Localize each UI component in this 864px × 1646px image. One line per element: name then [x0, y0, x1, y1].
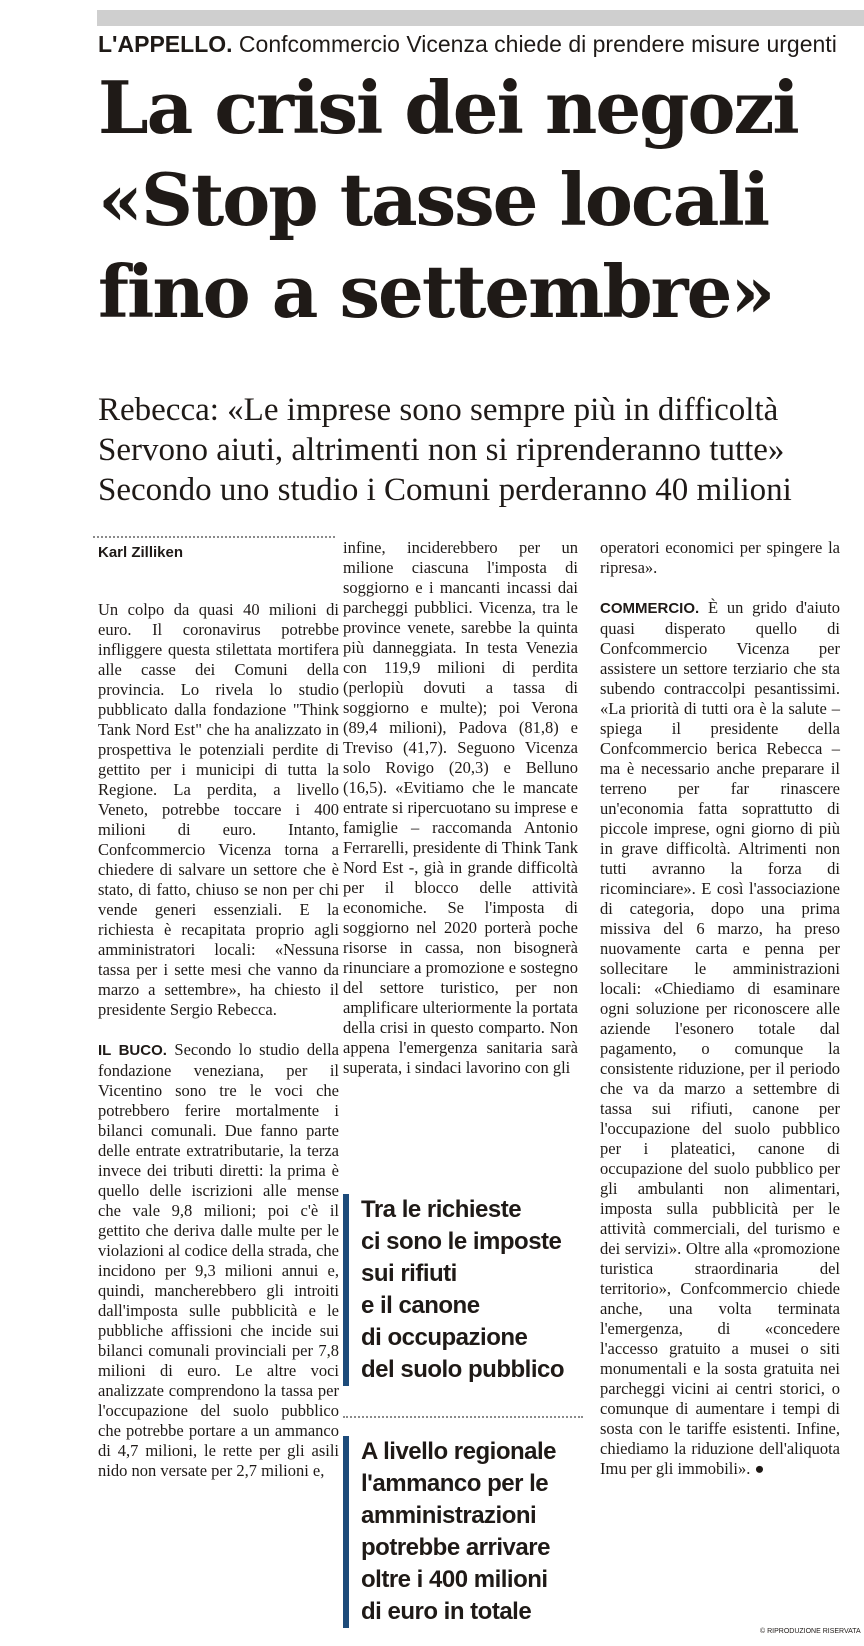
subheadline-line: Rebecca: «Le imprese sono sempre più in difficoltà — [98, 392, 779, 428]
pull-quote-line: del suolo pubblico — [361, 1356, 564, 1383]
kicker-label: L'APPELLO. — [98, 31, 233, 57]
paragraph — [600, 598, 840, 1479]
copyright-notice: © RIPRODUZIONE RISERVATA — [760, 1628, 861, 1635]
article-column-1 — [98, 600, 339, 1481]
pull-quote-line: A livello regionale — [361, 1438, 557, 1465]
pull-quote-line: l'ammanco per le — [361, 1470, 549, 1497]
section-lead: IL BUCO. — [98, 1042, 167, 1059]
pull-quote-divider — [343, 1416, 583, 1418]
paragraph-text: Secondo lo studio della fondazione veneziana, per il Vicentino sono tre le voci che potrebbero ferire mortalmente i bilanci comunali. Due fanno parte delle entrate extratributarie, la terza invece dei tributi diretti: la prima è quello delle iscrizioni alle mense che vale 9,8 milioni; poi c'è il gettito che deriva dalle multe per le violazioni al codice della strada, che incidono per 9,3 milioni annui e, quindi, mancherebbero gli introiti dall'imposta sulle pubblicità e le pubbliche affissioni che incide sui bilanci comunali provinciali per 7,8 milioni di euro. Le altre voci analizzate comprendono la tassa per l'occupazione del suolo pubblico che potrebbe portare a un ammanco di 4,7 milioni, le rette per gli asili nido non versate per 2,7 milioni e, — [98, 1040, 339, 1480]
paragraph-text: È un grido d'aiuto quasi disperato quello di Confcommercio Vicenza per assistere un settore terziario che sta subendo contraccolpi pesantissimi. «La priorità di tutti ora è la salute – spiega il presidente della Confcommercio berica Rebecca – ma è necessario anche preparare il terreno per far rinascere un'economia fatta soprattutto di piccole imprese, ogni giorno di più in grave difficoltà. Altrimenti non tutti avranno la forza di ricominciare». E così l'associazione di categoria, dopo una prima missiva del 6 marzo, ha preso nuovamente carta e penna per sollecitare le amministrazioni locali: «Chiediamo di esaminare ogni soluzione per riconoscere alle aziende l'esonero totale dal pagamento, o comunque la consistente riduzione, per il periodo che va da marzo a settembre di tassa sui rifiuti, canone per l'occupazione del suolo pubblico per i plateatici, canone di occupazione del suolo pubblico per gli ambulanti non alimentari, imposta sulla pubblicità per le attività commerciali, del turismo e dei servizi». Oltre alla «promozione turistica straordinaria del territorio», Confcommercio chiede anche, una volta terminata l'emergenza, di «concedere l'accesso gratuito a musei o siti monumentali e la sosta gratuita nei parcheggi vicini ai centri storici, o comunque di aumentare i tempi di sosta con le tariffe esistenti. Infine, chiediamo la riduzione dell'aliquota Imu per gli immobili». ● — [600, 598, 840, 1478]
kicker — [98, 31, 864, 58]
author-divider — [93, 536, 335, 538]
section-lead: COMMERCIO. — [600, 600, 700, 617]
top-gray-bar — [97, 10, 864, 26]
pull-quote-line: di occupazione — [361, 1324, 528, 1351]
subheadline-line: Servono aiuti, altrimenti non si riprenderanno tutte» — [98, 432, 785, 468]
headline — [98, 62, 864, 338]
subheadline-line: Secondo uno studio i Comuni perderanno 40 milioni — [98, 472, 792, 508]
pull-quote-line: oltre i 400 milioni — [361, 1566, 548, 1593]
pull-quote-line: e il canone — [361, 1292, 480, 1319]
article-column-3 — [600, 538, 840, 1479]
paragraph: Un colpo da quasi 40 milioni di euro. Il coronavirus potrebbe infliggere questa stilettata mortifera alle casse dei Comuni della provincia. Lo rivela lo studio pubblicato dalla fondazione "Think Tank Nord Est" che ha analizzato in prospettiva le potenziali perdite di gettito per i municipi di tutta la Regione. La perdita, a livello Veneto, potrebbe toccare i 400 milioni di euro. Intanto, Confcommercio Vicenza torna a chiedere di salvare un settore che è stato, di fatto, chiuso se non per chi vende generi essenziali. E la richiesta è recapitata proprio agli amministratori locali: «Nessuna tassa per i sette mesi che vanno da marzo a settembre», ha chiesto il presidente Sergio Rebecca. — [98, 600, 339, 1019]
headline-line: «Stop tasse locali — [98, 157, 769, 242]
paragraph: infine, inciderebbero per un milione ciascuna l'imposta di soggiorno e i mancanti incassi dai parcheggi pubblici. Vicenza, tra le province venete, sarebbe la quinta più danneggiata. In testa Venezia con 119,9 milioni di perdita (perlopiù dovuti a tassa di soggiorno e multe); poi Verona (89,4 milioni), Padova (81,8) e Treviso (41,7). Seguono Vicenza solo Rovigo (20,3) e Belluno (16,5). «Evitiamo che le mancate entrate si ripercuotano su imprese e famiglie – raccomanda Antonio Ferrarelli, presidente di Think Tank Nord Est -, già in grande difficoltà per il blocco delle attività economiche. Se l'imposta di soggiorno nel 2020 porterà poche risorse in cassa, non bisognerà rinunciare a promozione e sostegno del settore turistico, per non amplificare ulteriormente la portata della crisi in questo comparto. Non appena l'emergenza sanitaria sarà superata, i sindaci lavorino con gli — [343, 538, 578, 1077]
headline-line: fino a settembre» — [98, 249, 774, 334]
paragraph — [98, 1040, 339, 1481]
kicker-text: Confcommercio Vicenza chiede di prendere misure urgenti — [238, 31, 837, 57]
pull-quote-line: ci sono le imposte — [361, 1228, 562, 1255]
pull-quote-line: amministrazioni — [361, 1502, 537, 1529]
subheadline — [98, 390, 864, 510]
headline-line: La crisi dei negozi — [98, 65, 798, 150]
paragraph: operatori economici per spingere la ripresa». — [600, 538, 840, 577]
pull-quote-2 — [343, 1436, 601, 1628]
pull-quote-1 — [343, 1194, 601, 1386]
pull-quote-line: di euro in totale — [361, 1598, 532, 1625]
pull-quote-line: sui rifiuti — [361, 1260, 457, 1287]
article-column-2 — [343, 538, 578, 1078]
author-byline: Karl Zilliken — [98, 544, 184, 561]
pull-quote-line: potrebbe arrivare — [361, 1534, 550, 1561]
pull-quote-line: Tra le richieste — [361, 1196, 522, 1223]
